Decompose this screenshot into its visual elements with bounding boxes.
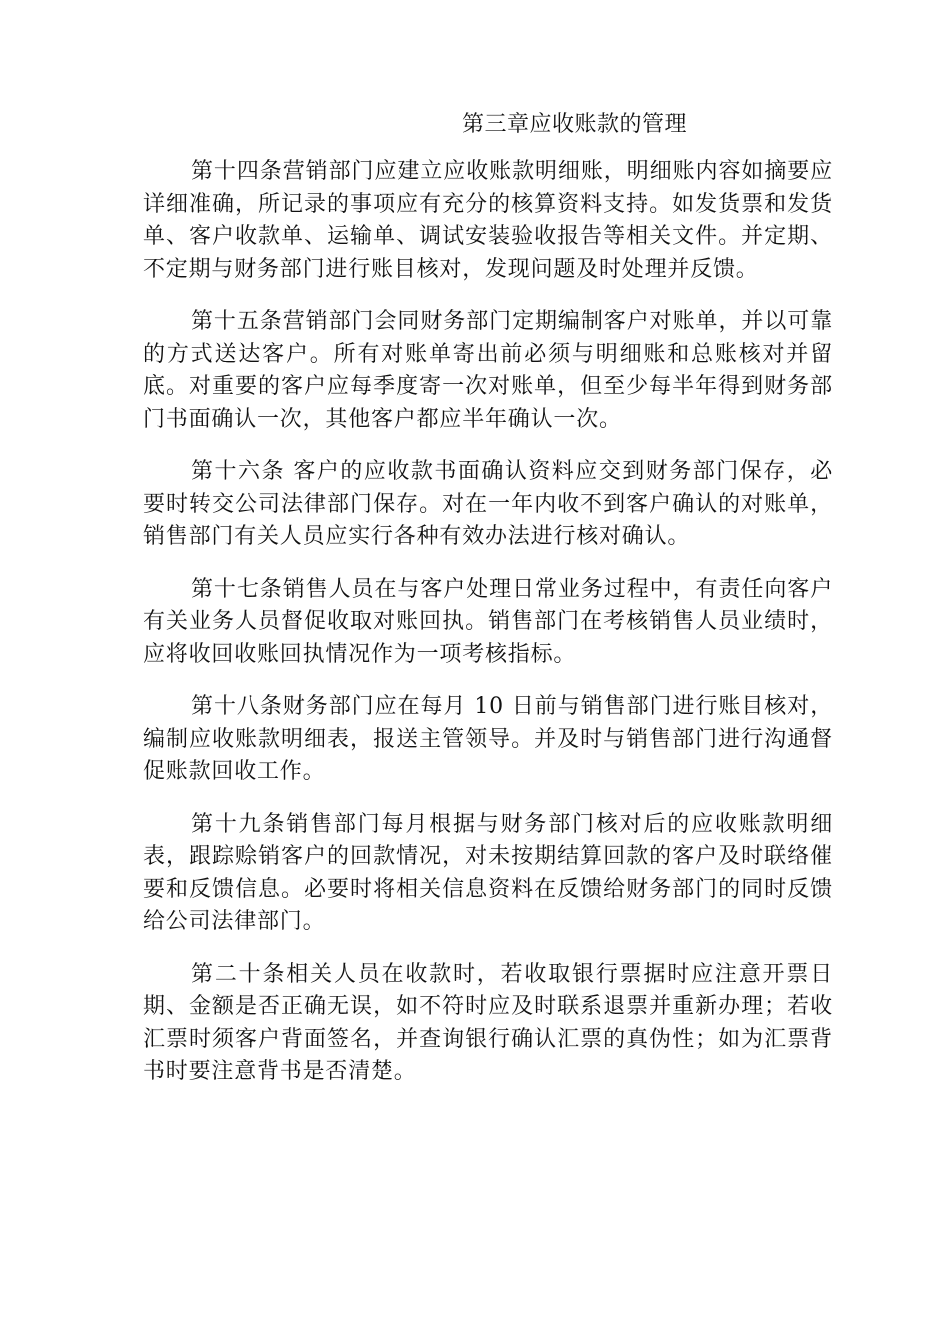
article-17-paragraph: 第十七条销售人员在与客户处理日常业务过程中，有责任向客户有关业务人员督促收取对账回执。销售部门在考核销售人员业绩时，应将收回收账回执情况作为一项考核指标。 [143, 576, 833, 667]
article-18-paragraph: 第十八条财务部门应在每月 10 日前与销售部门进行账目核对，编制应收账款明细表，报送主管领导。并及时与销售部门进行沟通督促账款回收工作。 [143, 694, 833, 784]
article-19-paragraph: 第十九条销售部门每月根据与财务部门核对后的应收账款明细表，跟踪赊销客户的回款情况，对未按期结算回款的客户及时联络催要和反馈信息。必要时将相关信息资料在反馈给财务部门的同时反馈给公司法律部门。 [143, 811, 833, 934]
chapter-title: 第三章应收账款的管理 [462, 112, 688, 137]
article-14-paragraph: 第十四条营销部门应建立应收账款明细账，明细账内容如摘要应详细准确，所记录的事项应有充分的核算资料支持。如发货票和发货单、客户收款单、运输单、调试安装验收报告等相关文件。并定期、不定期与财务部门进行账目核对，发现问题及时处理并反馈。 [143, 159, 833, 282]
article-15-paragraph: 第十五条营销部门会同财务部门定期编制客户对账单，并以可靠的方式送达客户。所有对账单寄出前必须与明细账和总账核对并留底。对重要的客户应每季度寄一次对账单，但至少每半年得到财务部门书面确认一次，其他客户都应半年确认一次。 [143, 309, 833, 432]
article-20-paragraph: 第二十条相关人员在收款时，若收取银行票据时应注意开票日期、金额是否正确无误，如不符时应及时联系退票并重新办理；若收汇票时须客户背面签名，并查询银行确认汇票的真伪性；如为汇票背书时要注意背书是否清楚。 [143, 961, 833, 1084]
document-body [143, 156, 833, 1109]
article-16-paragraph: 第十六条 客户的应收款书面确认资料应交到财务部门保存，必要时转交公司法律部门保存。对在一年内收不到客户确认的对账单，销售部门有关人员应实行各种有效办法进行核对确认。 [143, 459, 833, 549]
